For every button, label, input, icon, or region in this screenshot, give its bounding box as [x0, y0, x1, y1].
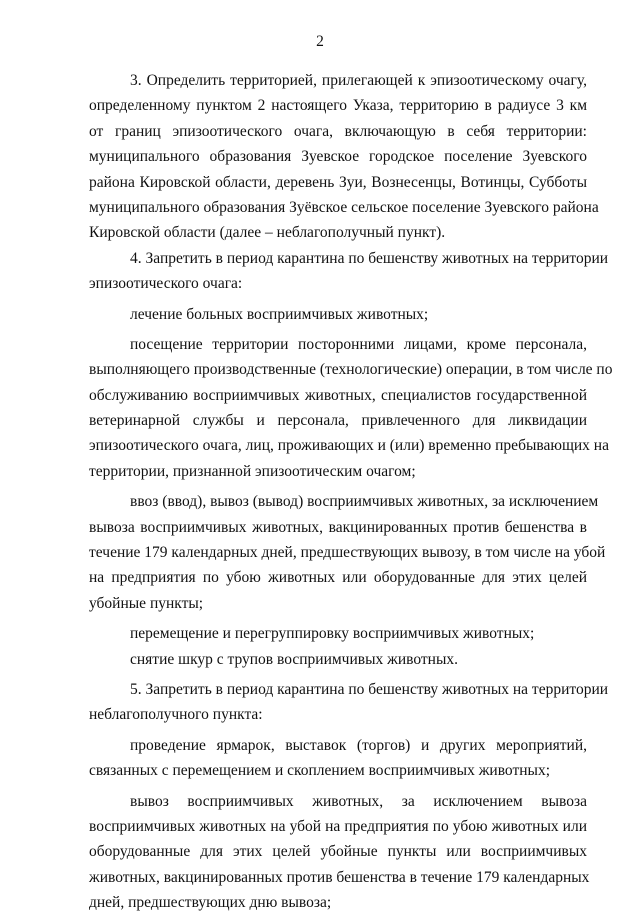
page-number: 2	[316, 33, 324, 50]
paragraph-4-item-visits	[89, 332, 613, 484]
text-line: дней, предшествующих дню вывоза;	[89, 894, 332, 912]
text-line: определенному пунктом 2 настоящего Указа, территорию в радиусе 3 км	[89, 97, 587, 115]
paragraph-4-item-regrouping	[89, 621, 587, 646]
paragraph-4-item-skins	[89, 647, 587, 672]
text-line: Кировской области (далее – неблагополучный пункт).	[89, 224, 446, 242]
text-line: связанных с перемещением и скоплением восприимчивых животных;	[89, 762, 550, 780]
text-line: эпизоотического очага, лиц, проживающих и (или) временно пребывающих на	[89, 437, 609, 455]
text-line: восприимчивых животных на убой на предприятия по убою животных или	[89, 817, 587, 835]
text-line: ветеринарной службы и персонала, привлеченного для ликвидации	[89, 412, 587, 430]
text-line: обслуживанию восприимчивых животных, специалистов государственной	[89, 386, 587, 404]
text-line: ввоз (ввод), вывоз (вывод) восприимчивых животных, за исключением	[130, 493, 599, 511]
text-line: муниципального образования Зуевское городское поселение Зуевского	[89, 148, 587, 166]
text-line: территории, признанной эпизоотическим очагом;	[89, 462, 416, 480]
text-line: муниципального образования Зуёвское сельское поселение Зуевского района	[89, 198, 599, 216]
text-line: 4. Запретить в период карантина по бешенству животных на территории	[130, 249, 609, 267]
text-line: выполняющего производственные (технологические) операции, в том числе по	[89, 361, 613, 379]
paragraph-4-item-import-export	[89, 489, 606, 616]
text-line: снятие шкур с трупов восприимчивых животных.	[130, 650, 458, 668]
paragraph-5-item-export	[89, 789, 590, 916]
text-line: эпизоотического очага:	[89, 275, 243, 293]
text-line: 3. Определить территорией, прилегающей к эпизоотическому очагу,	[130, 72, 587, 89]
text-line: лечение больных восприимчивых животных;	[130, 305, 429, 323]
text-line: на предприятия по убою животных или оборудованные для этих целей	[89, 569, 587, 587]
paragraph-4-item-treatment	[89, 302, 587, 327]
text-line: вывоза восприимчивых животных, вакцинированных против бешенства в	[89, 518, 587, 536]
text-line: убойные пункты;	[89, 594, 204, 612]
text-line: оборудованные для этих целей убойные пункты или восприимчивых	[89, 843, 587, 861]
text-line: течение 179 календарных дней, предшествующих вывозу, в том числе на убой	[89, 544, 606, 562]
paragraph-4	[89, 246, 609, 297]
text-line: 5. Запретить в период карантина по бешенству животных на территории	[130, 680, 609, 698]
paragraph-5	[89, 677, 609, 728]
text-line: перемещение и перегруппировку восприимчивых животных;	[130, 625, 535, 643]
text-line: проведение ярмарок, выставок (торгов) и других мероприятий,	[130, 736, 587, 754]
document-body	[89, 68, 613, 916]
text-line: животных, вакцинированных против бешенства в течение 179 календарных	[89, 868, 590, 886]
text-line: района Кировской области, деревень Зуи, Вознесенцы, Вотинцы, Субботы	[89, 173, 587, 191]
text-line: от границ эпизоотического очага, включающую в себя территории:	[89, 122, 587, 140]
paragraph-5-item-fairs	[89, 733, 587, 784]
text-line: посещение территории посторонними лицами, кроме персонала,	[130, 335, 587, 353]
text-line: вывоз восприимчивых животных, за исключением вывоза	[130, 792, 587, 810]
text-line: неблагополучного пункта:	[89, 706, 263, 724]
paragraph-3	[89, 68, 599, 246]
